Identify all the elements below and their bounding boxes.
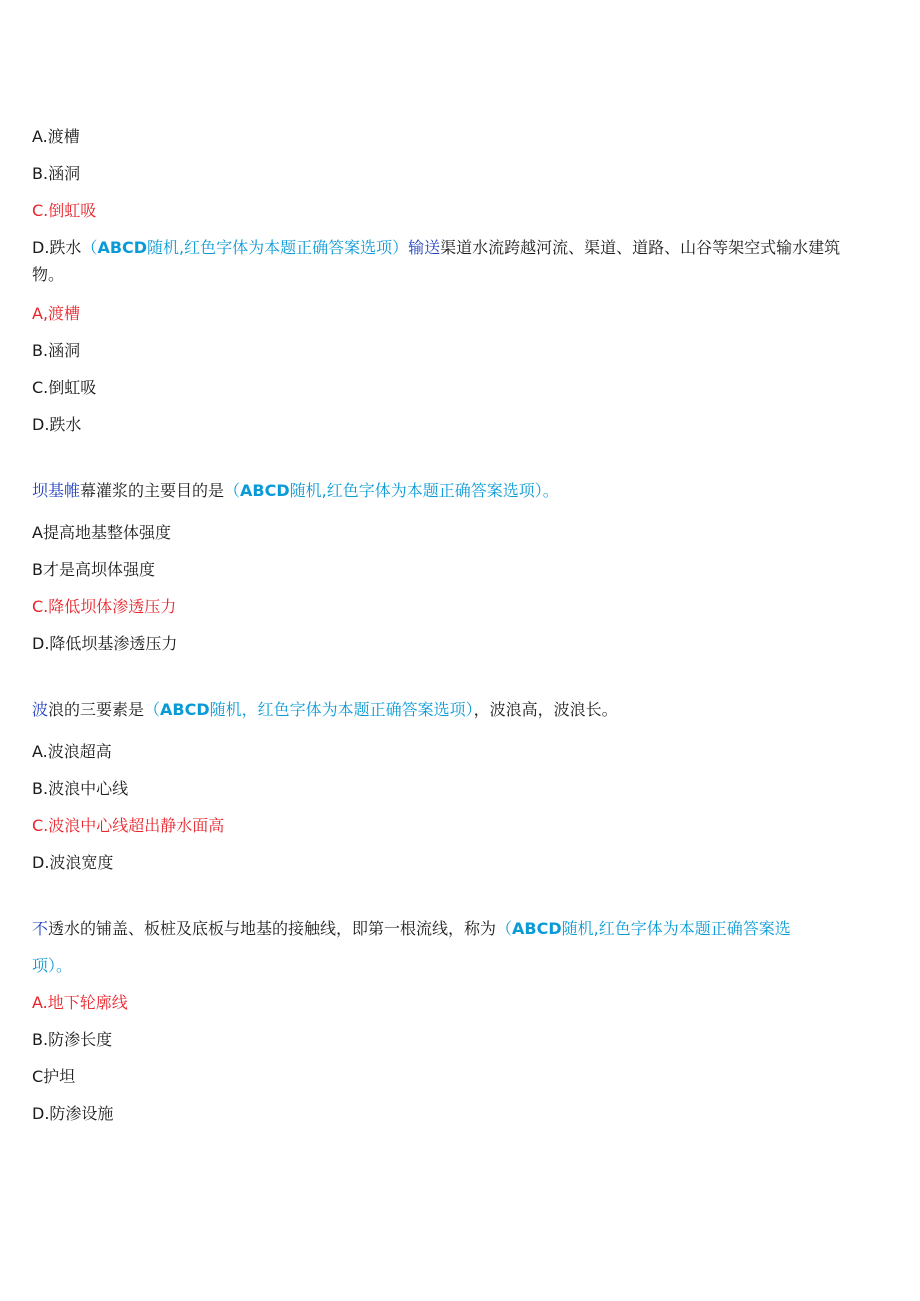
q3-stem-text: 幕灌浆的主要目的是	[80, 481, 225, 500]
q3-option-b: B才是高坝体强度	[32, 560, 155, 579]
q4-option-d: D.波浪宽度	[32, 853, 114, 872]
q3-keyword: 坝基帷	[32, 481, 81, 500]
q2-stem-line1: 渠道水流跨越河流、渠道、道路、山谷等架空式输水建筑	[440, 238, 841, 257]
q5-stem-line1	[32, 919, 791, 941]
q5-hint-open: （	[496, 919, 513, 938]
q4-hint-text: 随机，红色字体为本题正确答案选项）	[209, 700, 474, 719]
q2-hint-open: （	[81, 238, 98, 257]
q3-hint-text: 随机,红色字体为本题正确答案选项）。	[289, 481, 559, 500]
q4-stem-text: 浪的三要素是	[48, 700, 145, 719]
q1-option-a: A.渡槽	[32, 127, 80, 146]
q4-stem	[32, 700, 618, 722]
q1-option-c-correct: C.倒虹吸	[32, 201, 97, 220]
q2-stem-line2: 物。	[32, 265, 65, 284]
q3-stem	[32, 481, 559, 503]
q5-stem-line2: 项）。	[32, 956, 73, 975]
q5-option-c: C护坦	[32, 1067, 76, 1086]
q5-hint-text: 随机,红色字体为本题正确答案选	[561, 919, 791, 938]
q3-hint-open: （	[224, 481, 241, 500]
q2-option-c: C.倒虹吸	[32, 378, 97, 397]
q2-option-a-correct: A,渡槽	[32, 304, 81, 323]
q2-keyword: 输送	[408, 238, 441, 257]
q5-option-a-correct: A.地下轮廓线	[32, 993, 128, 1012]
q1-option-b: B.涵洞	[32, 164, 81, 183]
q1-option-d: D.跌水	[32, 238, 82, 257]
q3-option-d: D.降低坝基渗透压力	[32, 634, 178, 653]
q1-option-d-with-q2-stem	[32, 238, 840, 260]
q2-option-b: B.涵洞	[32, 341, 81, 360]
q4-option-a: A.波浪超高	[32, 742, 112, 761]
q3-option-a: A提高地基整体强度	[32, 523, 171, 542]
q4-option-b: B.波浪中心线	[32, 779, 129, 798]
q5-option-d: D.防渗设施	[32, 1104, 114, 1123]
q4-keyword: 波	[32, 700, 49, 719]
q4-hint-abcd: ABCD	[160, 700, 210, 719]
q2-hint-abcd: ABCD	[97, 238, 148, 257]
q5-stem-text: 透水的铺盖、板桩及底板与地基的接触线，即第一根流线，称为	[48, 919, 497, 938]
q4-stem-tail: ，波浪高，波浪长。	[473, 700, 618, 719]
q3-hint-abcd: ABCD	[240, 481, 290, 500]
q5-hint-abcd: ABCD	[512, 919, 562, 938]
q4-option-c-correct: C.波浪中心线超出静水面高	[32, 816, 225, 835]
q5-keyword: 不	[32, 919, 49, 938]
q4-hint-open: （	[144, 700, 161, 719]
q3-option-c-correct: C.降低坝体渗透压力	[32, 597, 177, 616]
q5-option-b: B.防渗长度	[32, 1030, 113, 1049]
q2-option-d: D.跌水	[32, 415, 82, 434]
q2-hint-text: 随机,红色字体为本题正确答案选项）	[147, 238, 409, 257]
